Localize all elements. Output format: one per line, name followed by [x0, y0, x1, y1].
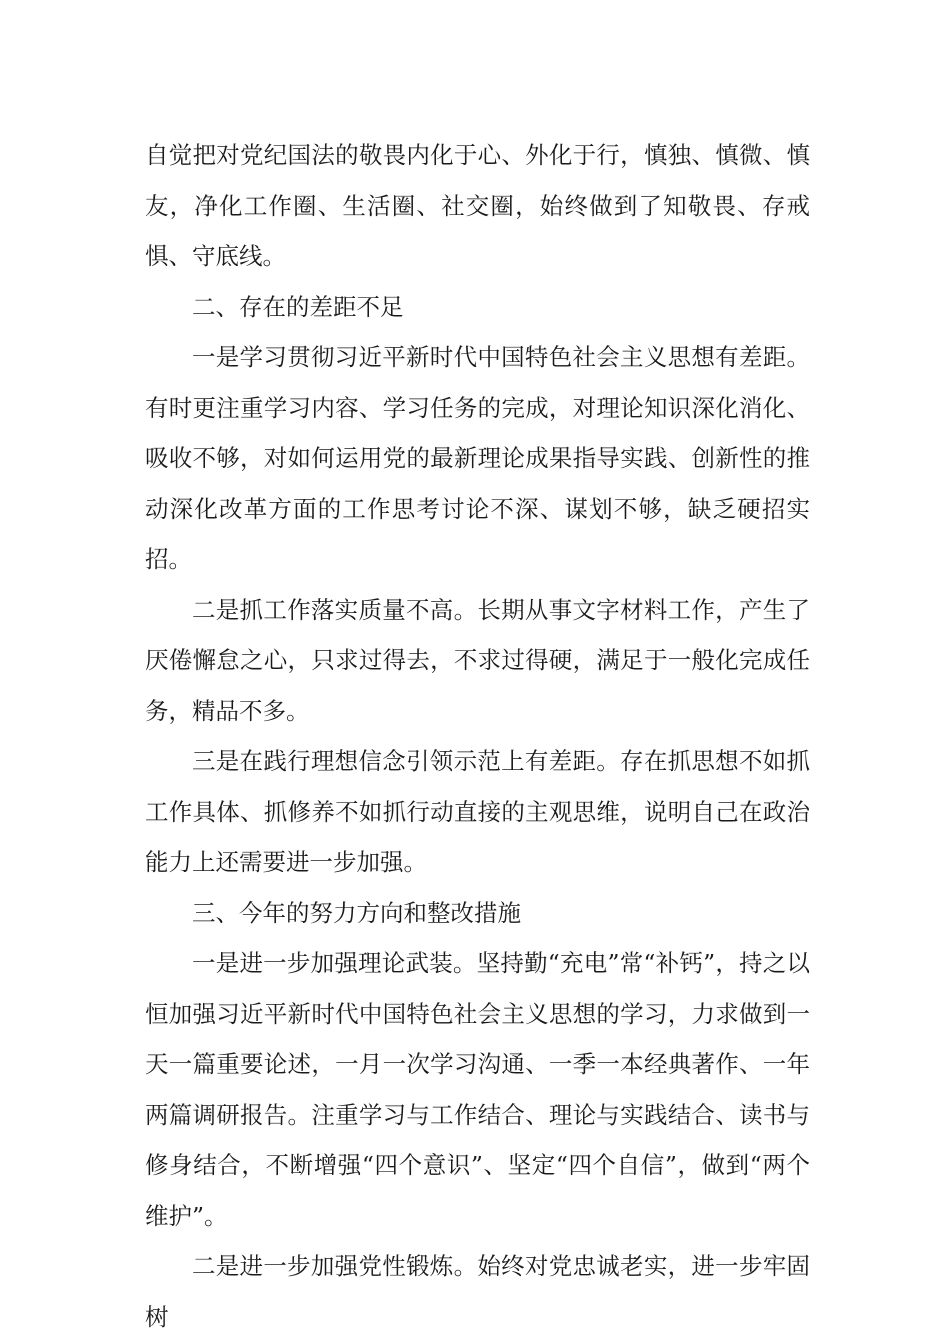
paragraph-measure-2: 二是进一步加强党性锻炼。始终对党忠诚老实，进一步牢固树 [145, 1252, 810, 1331]
section-heading-shortcomings: 二、存在的差距不足 [192, 292, 404, 321]
document-body [145, 130, 810, 1342]
paragraph-measure-1: 一是进一步加强理论武装。坚持勤“充电”常“补钙”，持之以恒加强习近平新时代中国特色社会主义思想的学习，力求做到一天一篇重要论述，一月一次学习沟通、一季一本经典著作、一年两篇调研报告。注重学习与工作结合、理论与实践结合、读书与修身结合，不断增强“四个意识”、坚定“四个自信”，做到“两个维护”。 [145, 949, 810, 1230]
section-heading-measures: 三、今年的努力方向和整改措施 [192, 898, 521, 927]
paragraph-continuation: 自觉把对党纪国法的敬畏内化于心、外化于行，慎独、慎微、慎友，净化工作圈、生活圈、社交圈，始终做到了知敬畏、存戒惧、守底线。 [145, 141, 810, 270]
paragraph-shortcoming-2: 二是抓工作落实质量不高。长期从事文字材料工作，产生了厌倦懈怠之心，只求过得去，不求过得硬，满足于一般化完成任务，精品不多。 [145, 595, 810, 725]
paragraph-shortcoming-1: 一是学习贯彻习近平新时代中国特色社会主义思想有差距。有时更注重学习内容、学习任务的完成，对理论知识深化消化、吸收不够，对如何运用党的最新理论成果指导实践、创新性的推动深化改革方面的工作思考讨论不深、谋划不够，缺乏硬招实招。 [145, 343, 810, 573]
paragraph-shortcoming-3: 三是在践行理想信念引领示范上有差距。存在抓思想不如抓工作具体、抓修养不如抓行动直接的主观思维，说明自己在政治能力上还需要进一步加强。 [145, 747, 810, 876]
